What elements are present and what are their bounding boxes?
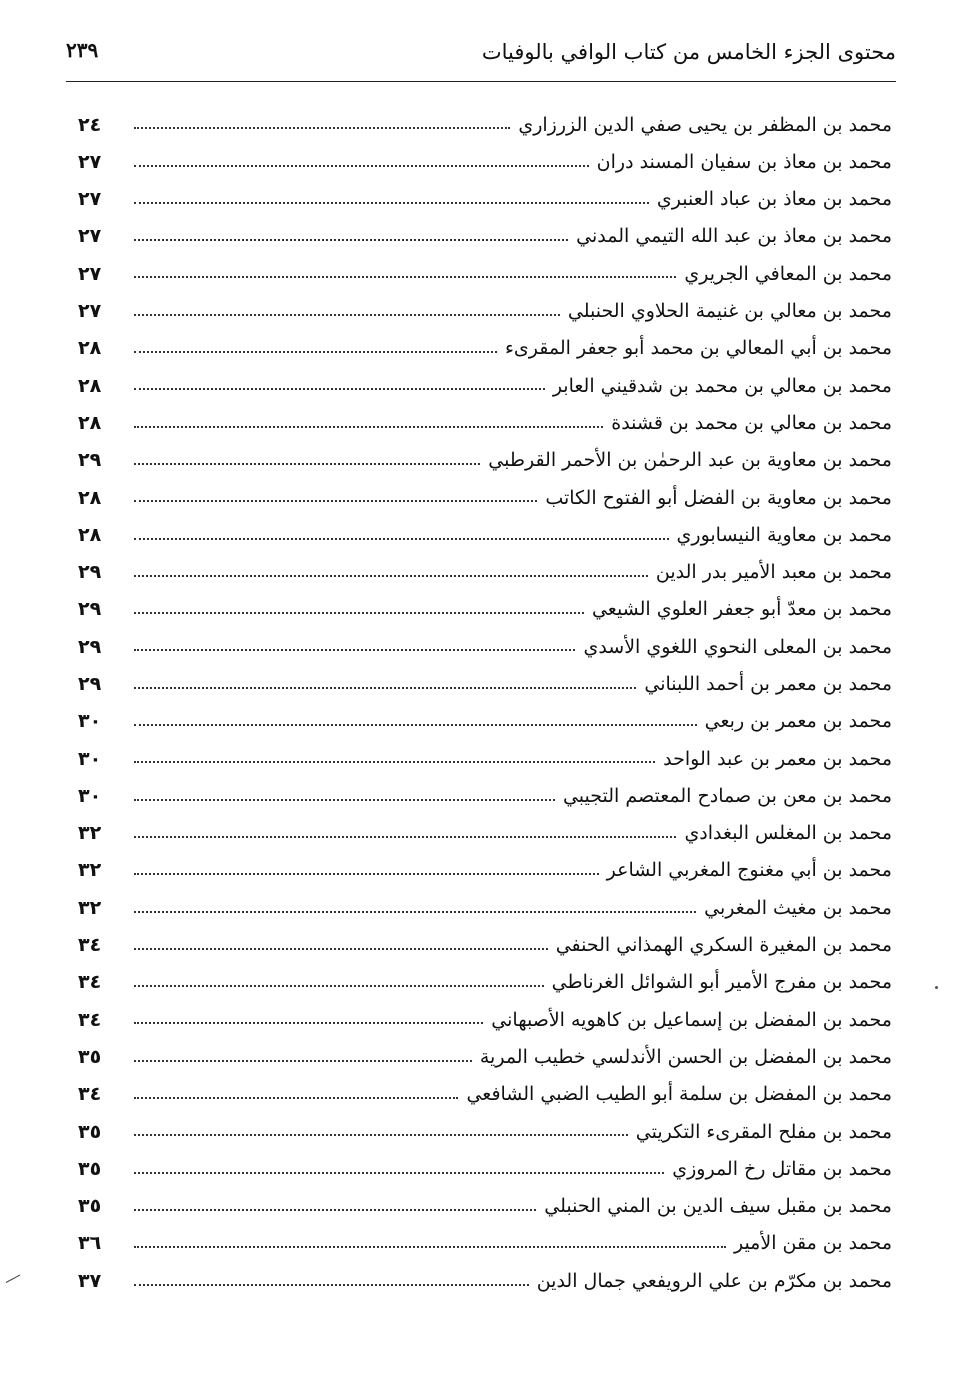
dot-leader <box>134 612 584 614</box>
toc-entry <box>78 1107 892 1144</box>
dot-leader <box>134 426 603 428</box>
entry-page-number: ٢٩ <box>78 561 102 584</box>
entry-page-number: ٣٥ <box>78 1120 102 1143</box>
dot-leader <box>134 388 545 390</box>
entry-name: محمد بن مفرج الأمير أبو الشوائل الغرناطي <box>551 971 892 994</box>
dot-leader <box>134 463 480 465</box>
entry-name: محمد بن معن بن صمادح المعتصم التجيبي <box>562 784 892 807</box>
toc-entry <box>78 734 892 771</box>
entry-page-number: ٣٤ <box>78 971 102 994</box>
entry-name: محمد بن معاوية بن عبد الرحمٰن بن الأحمر القرطبي <box>488 449 892 472</box>
page-number: ٢٣٩ <box>66 38 99 62</box>
toc-entry <box>78 1182 892 1219</box>
toc-entry <box>78 548 892 585</box>
toc-entry <box>78 958 892 995</box>
dot-leader <box>134 575 648 577</box>
dot-leader <box>134 799 555 801</box>
toc-entry <box>78 995 892 1032</box>
dot-leader <box>134 1284 529 1286</box>
toc-entry <box>78 1144 892 1181</box>
entry-name: محمد بن أبي مغنوج المغربي الشاعر <box>606 859 892 882</box>
entry-page-number: ٢٨ <box>78 337 102 360</box>
dot-leader <box>134 985 544 987</box>
entry-name: محمد بن المظفر بن يحيى صفي الدين الزرزاري <box>518 113 892 136</box>
entry-page-number: ٣٥ <box>78 1157 102 1180</box>
dot-leader <box>134 538 669 540</box>
entry-name: محمد بن معدّ أبو جعفر العلوي الشيعي <box>591 598 892 621</box>
entry-page-number: ٢٧ <box>78 225 102 248</box>
entry-page-number: ٣٥ <box>78 1045 102 1068</box>
entry-page-number: ٢٩ <box>78 673 102 695</box>
entry-name: محمد بن المغيرة السكري الهمذاني الحنفي <box>555 934 892 957</box>
dot-leader <box>134 724 697 726</box>
dot-leader <box>134 1060 472 1062</box>
entry-name: محمد بن معاوية النيسابوري <box>676 523 892 546</box>
entry-page-number: ٣٢ <box>78 859 102 882</box>
toc-entry <box>78 622 892 659</box>
toc-entry <box>78 697 892 734</box>
entry-name: محمد بن معاوية بن الفضل أبو الفتوح الكاتب <box>545 486 892 509</box>
entry-name: محمد بن معمر بن أحمد اللبناني <box>644 673 892 695</box>
running-title: محتوى الجزء الخامس من كتاب الوافي بالوفيات <box>481 40 896 64</box>
entry-page-number: ٣٢ <box>78 822 102 845</box>
toc-entry <box>78 771 892 808</box>
toc-entry <box>78 249 892 286</box>
entry-name: محمد بن معمر بن عبد الواحد <box>663 747 892 770</box>
entry-page-number: ٢٩ <box>78 635 102 658</box>
dot-leader <box>134 1022 483 1024</box>
toc-entry <box>78 809 892 846</box>
entry-page-number: ٢٩ <box>78 449 102 472</box>
entry-page-number: ٣٦ <box>78 1232 102 1255</box>
toc-entry <box>78 137 892 174</box>
entry-name: محمد بن معاذ بن عباد العنبري <box>656 188 892 211</box>
entry-name: محمد بن مغيث المغربي <box>704 896 892 919</box>
scan-mark <box>6 1275 21 1283</box>
entry-name: محمد بن مكرّم بن علي الرويفعي جمال الدين <box>536 1269 892 1292</box>
toc-entry <box>78 921 892 958</box>
dot-leader <box>134 1209 536 1211</box>
toc-entry <box>78 846 892 883</box>
dot-leader <box>134 202 649 204</box>
entry-name: محمد بن معاذ بن سفيان المسند دران <box>596 150 892 173</box>
toc-entry <box>78 585 892 622</box>
entry-name: محمد بن معمر بن ربعي <box>704 710 892 733</box>
dot-leader <box>134 351 497 353</box>
entry-page-number: ٢٧ <box>78 188 102 211</box>
entry-page-number: ٣٠ <box>78 784 102 807</box>
toc-entry <box>78 361 892 398</box>
entry-page-number: ٣٤ <box>78 1083 102 1106</box>
toc-entry <box>78 659 892 696</box>
scan-speck <box>935 986 938 989</box>
toc-entry <box>78 473 892 510</box>
entry-name: محمد بن المعافي الجريري <box>684 262 892 285</box>
entry-page-number: ٢٨ <box>78 486 102 509</box>
entry-page-number: ٢٨ <box>78 374 102 397</box>
dot-leader <box>134 1246 726 1248</box>
entry-page-number: ٢٨ <box>78 523 102 546</box>
toc-entry <box>78 175 892 212</box>
entry-name: محمد بن معالي بن غنيمة الحلاوي الحنبلي <box>567 300 892 323</box>
dot-leader <box>134 127 510 129</box>
toc-entry <box>78 324 892 361</box>
toc-entry <box>78 1070 892 1107</box>
entry-name: محمد بن معالي بن محمد بن قشندة <box>611 411 892 434</box>
entry-name: محمد بن مقاتل رخ المروزي <box>672 1157 892 1180</box>
entry-name: محمد بن أبي المعالي بن محمد أبو جعفر المقرىء <box>505 337 892 360</box>
toc-entry <box>78 510 892 547</box>
dot-leader <box>134 1134 628 1136</box>
dot-leader <box>134 165 589 167</box>
entry-page-number: ٣٥ <box>78 1195 102 1218</box>
entry-page-number: ٢٧ <box>78 300 102 323</box>
dot-leader <box>134 1172 664 1174</box>
toc-entry <box>78 883 892 920</box>
dot-leader <box>134 836 676 838</box>
entry-name: محمد بن معالي بن محمد بن شدقيني العابر <box>552 374 892 397</box>
entry-page-number: ٣٠ <box>78 710 102 733</box>
entry-page-number: ٢٤ <box>78 113 102 136</box>
toc-entry <box>78 100 892 137</box>
entry-name: محمد بن المغلس البغدادي <box>684 822 892 845</box>
toc-entry <box>78 1219 892 1256</box>
entry-name: محمد بن مقبل سيف الدين بن المني الحنبلي <box>544 1195 892 1218</box>
entry-page-number: ٣٧ <box>78 1269 102 1292</box>
toc-entry <box>78 436 892 473</box>
dot-leader <box>134 873 599 875</box>
header-rule <box>66 81 896 82</box>
dot-leader <box>134 239 568 241</box>
entry-name: محمد بن مفلح المقرىء التكريتي <box>635 1120 892 1143</box>
entry-page-number: ٢٨ <box>78 411 102 434</box>
toc-entry <box>78 1032 892 1069</box>
table-of-contents <box>78 100 892 1294</box>
dot-leader <box>134 276 676 278</box>
entry-name: محمد بن المفضل بن إسماعيل بن كاهويه الأصبهاني <box>491 1008 892 1031</box>
page-header <box>66 36 896 72</box>
entry-page-number: ٢٧ <box>78 262 102 285</box>
dot-leader <box>134 649 575 651</box>
entry-name: محمد بن المعلى النحوي اللغوي الأسدي <box>583 635 892 658</box>
dot-leader <box>134 911 696 913</box>
toc-entry <box>78 1256 892 1293</box>
toc-entry <box>78 212 892 249</box>
entry-page-number: ٢٧ <box>78 150 102 173</box>
entry-page-number: ٢٩ <box>78 598 102 621</box>
dot-leader <box>134 761 655 763</box>
entry-name: محمد بن معبد الأمير بدر الدين <box>655 561 892 584</box>
toc-entry <box>78 286 892 323</box>
entry-page-number: ٣٤ <box>78 934 102 957</box>
entry-page-number: ٣٠ <box>78 747 102 770</box>
dot-leader <box>134 1097 458 1099</box>
entry-page-number: ٣٢ <box>78 896 102 919</box>
dot-leader <box>134 314 560 316</box>
toc-entry <box>78 398 892 435</box>
entry-name: محمد بن مقن الأمير <box>733 1232 892 1255</box>
entry-name: محمد بن المفضل بن سلمة أبو الطيب الضبي الشافعي <box>466 1083 892 1106</box>
entry-name: محمد بن معاذ بن عبد الله التيمي المدني <box>576 225 892 248</box>
dot-leader <box>134 687 636 689</box>
dot-leader <box>134 500 537 502</box>
dot-leader <box>134 948 548 950</box>
entry-name: محمد بن المفضل بن الحسن الأندلسي خطيب المرية <box>479 1045 892 1068</box>
entry-page-number: ٣٤ <box>78 1008 102 1031</box>
